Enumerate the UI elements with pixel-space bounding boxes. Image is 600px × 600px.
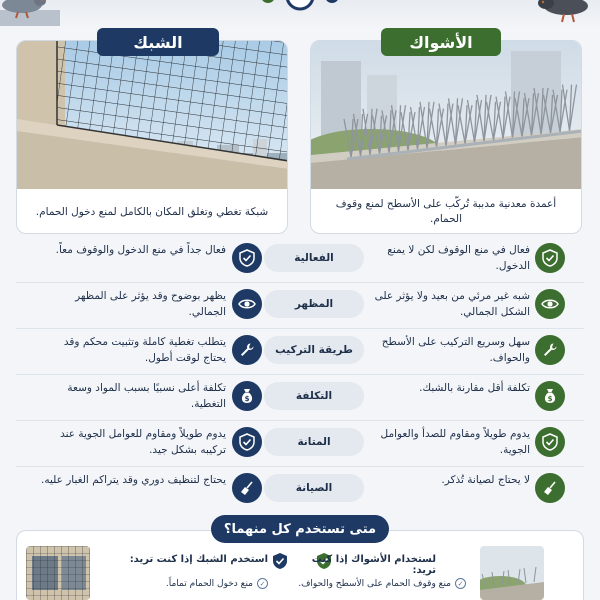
net-description: شبكة تغطي وتغلق المكان بالكامل لمنع دخول الحمام.: [35, 205, 269, 218]
criterion-label: التكلفة: [264, 382, 364, 410]
broom-icon: [232, 473, 262, 503]
net-card: [16, 40, 288, 234]
spikes-row-text: تكلفة أقل مقارنة بالشبك.: [419, 382, 530, 394]
row-separator: [16, 282, 584, 283]
check-icon: ✓: [257, 578, 268, 589]
shield-check-icon: [232, 243, 262, 273]
spikes-row-text: فعال في منع الوقوف لكن لا يمنع الدخول.: [387, 244, 530, 272]
row-separator: [16, 374, 584, 375]
shield-check-icon: [232, 427, 262, 457]
check-icon: ✓: [455, 578, 466, 589]
pigeon-image-right: [532, 0, 592, 26]
net-usage-item: [96, 578, 268, 589]
spikes-row-text: سهل وسريع التركيب على الأسطح والحواف.: [381, 336, 530, 364]
top-icons-decoration: [238, 0, 362, 16]
criterion-label: الفعالية: [264, 244, 364, 272]
spikes-usage-item: [298, 578, 474, 589]
eye-icon: [232, 289, 262, 319]
spikes-row-text: لا يحتاج لصيانة تُذكر.: [441, 474, 530, 486]
money-bag-icon: [535, 381, 565, 411]
wrench-icon: [535, 335, 565, 365]
spikes-description: أعمدة معدنية مدببة تُركّب على الأسطح لمنع وقوف الحمام.: [335, 198, 557, 225]
net-usage-heading: استخدم الشبك إذا كنت تريد:: [129, 554, 268, 565]
shield-icon: [272, 552, 288, 570]
spikes-row-text: يدوم طويلاً ومقاوم للصدأ والعوامل الجوية.: [380, 428, 530, 456]
net-row-text: يحتاج لتنظيف دوري وقد يتراكم الغبار عليه.: [41, 474, 226, 486]
net-usage-item-text: منع دخول الحمام تماماً.: [165, 578, 253, 589]
usage-question: متى تستخدم كل منهما؟: [211, 515, 389, 543]
row-separator: [16, 328, 584, 329]
spikes-usage-heading: لستخدام الأشواك إذا كنت تريد:: [311, 554, 436, 576]
wrench-icon: [232, 335, 262, 365]
net-row-text: يدوم طويلاً ومقاوم للعوامل الجوية عند تركيبه بشكل جيد.: [60, 428, 226, 456]
spikes-photo: [311, 41, 582, 189]
shield-check-icon: [535, 243, 565, 273]
spikes-title: الأشواك: [381, 28, 501, 56]
net-row-text: فعال جداً في منع الدخول والوقوف معاً.: [55, 244, 226, 256]
broom-icon: [535, 473, 565, 503]
criterion-label: المظهر: [264, 290, 364, 318]
criterion-label: المتانة: [264, 428, 364, 456]
header-decoration: [0, 0, 600, 28]
criterion-label: الصيانة: [264, 474, 364, 502]
money-bag-icon: [232, 381, 262, 411]
spikes-usage-item-text: منع وقوف الحمام على الأسطح والحواف.: [298, 578, 451, 589]
net-window-photo: [26, 546, 90, 600]
criterion-label: طريقة التركيب: [264, 336, 364, 364]
row-separator: [16, 466, 584, 467]
spikes-card: [310, 40, 582, 234]
spikes-row-text: شبه غير مرئي من بعيد ولا يؤثر على الشكل الجمالي.: [374, 290, 530, 318]
eye-icon: [535, 289, 565, 319]
svg-text:$: $: [547, 395, 553, 403]
net-row-text: تكلفة أعلى نسبيًا بسبب المواد وسعة التغطية.: [67, 382, 226, 410]
net-title: الشبك: [97, 28, 219, 56]
net-row-text: يتطلب تغطية كاملة وتثبيت محكم وقد يحتاج لوقت أطول.: [63, 336, 226, 364]
net-row-text: يظهر بوضوح وقد يؤثر على المظهر الجمالي.: [75, 290, 226, 318]
shield-check-icon: [535, 427, 565, 457]
svg-text:$: $: [244, 395, 250, 403]
row-separator: [16, 420, 584, 421]
spikes-ledge-photo: [480, 546, 544, 600]
net-photo: [17, 41, 288, 189]
pigeon-image-left: [0, 0, 60, 26]
